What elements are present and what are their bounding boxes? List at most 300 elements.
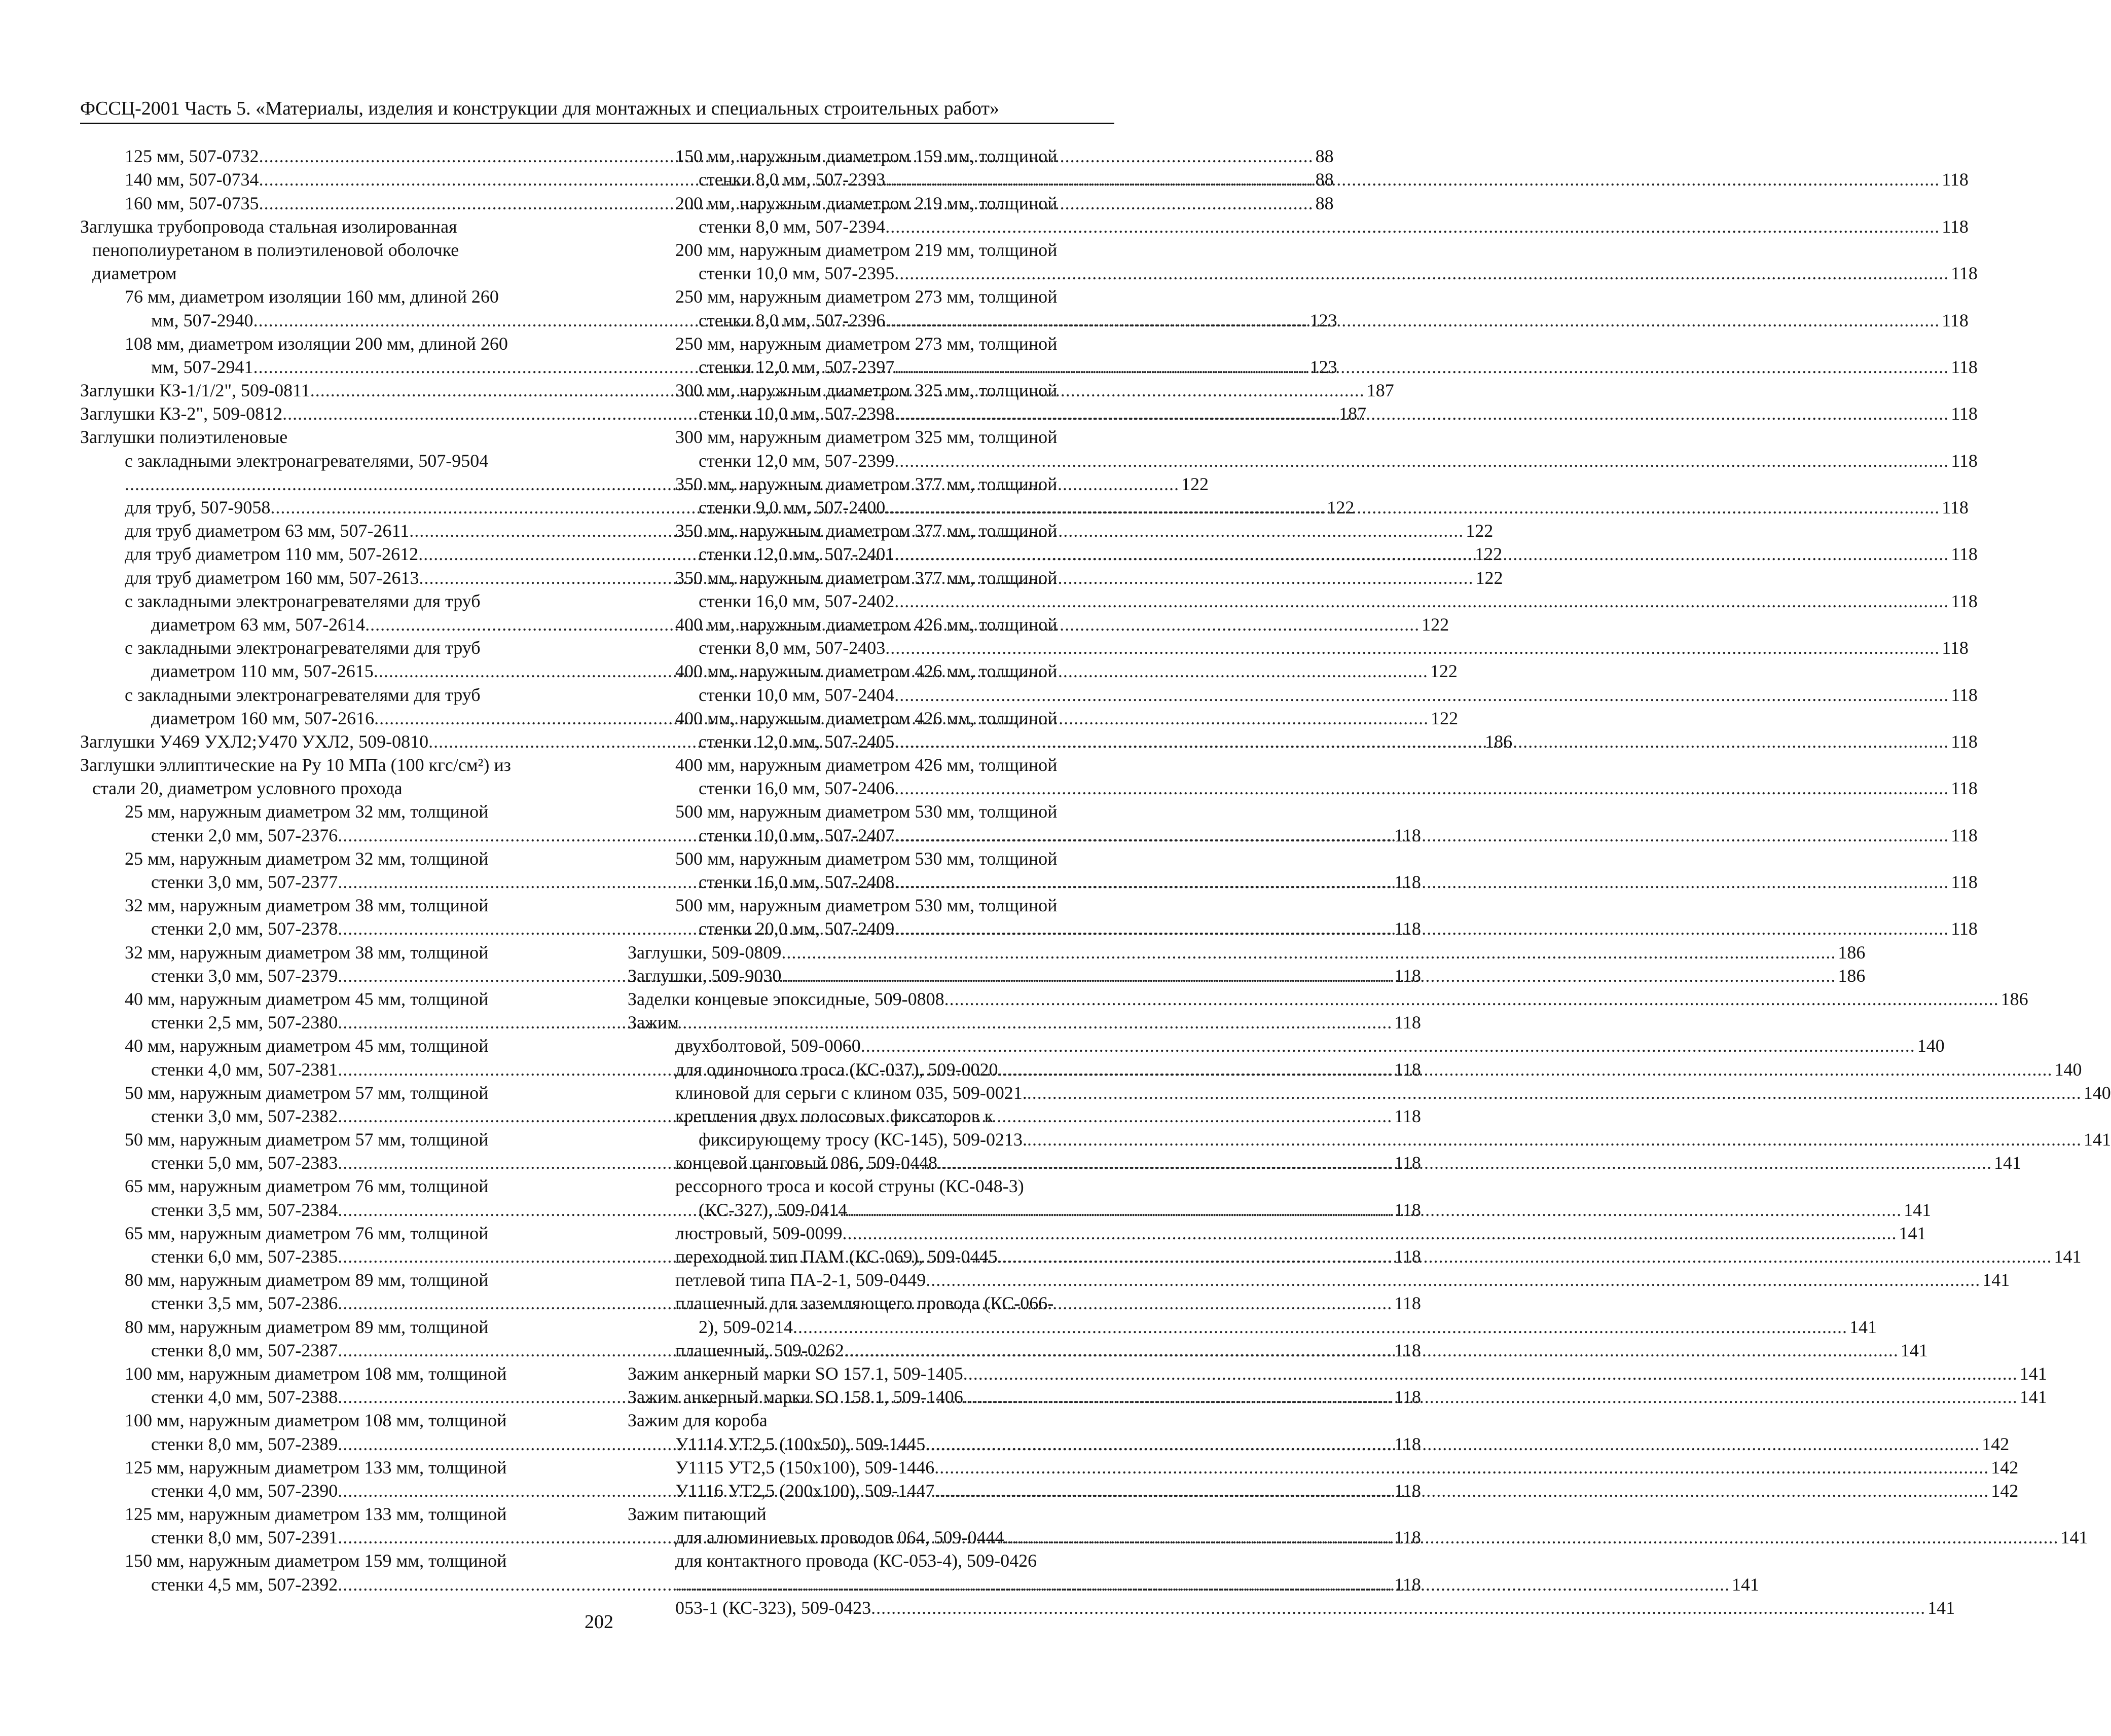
index-entry-page: 118	[1942, 310, 1969, 330]
index-entry	[628, 1409, 1094, 1432]
index-entry-text: 65 мм, наружным диаметром 76 мм, толщиной	[125, 1223, 489, 1243]
index-entry-page: 118	[1394, 872, 1421, 892]
index-entry-text: 40 мм, наружным диаметром 45 мм, толщиной	[125, 1036, 489, 1056]
index-entry-text: (КС-327), 509-0414	[699, 1199, 848, 1220]
index-entry-page: 118	[1951, 872, 1978, 892]
index-entry-text: стенки 3,5 мм, 507-2384	[151, 1199, 338, 1220]
index-entry-page: 122	[1466, 521, 1494, 541]
index-entry-text: стенки 3,5 мм, 507-2386	[151, 1293, 338, 1314]
index-entry-text: стенки 4,0 мм, 507-2381	[151, 1059, 338, 1080]
index-entry	[80, 1315, 557, 1338]
index-entry-text: 200 мм, наружным диаметром 219 мм, толщиной	[675, 239, 1058, 260]
index-entry-text: стенки 16,0 мм, 507-2402	[699, 590, 895, 611]
index-entry	[628, 636, 1969, 659]
dot-leader	[781, 941, 1836, 964]
dot-leader	[894, 870, 1949, 894]
index-entry-page: 141	[2054, 1246, 2082, 1267]
index-entry-page: 118	[1951, 825, 1978, 845]
dot-leader	[894, 449, 1949, 472]
index-entry-text: 160 мм, 507-0735	[125, 193, 259, 213]
index-entry-text: 140 мм, 507-0734	[125, 169, 259, 190]
index-entry-text: 053-1 (КС-323), 509-0423	[675, 1597, 871, 1618]
dot-leader	[844, 1339, 1899, 1362]
index-entry	[80, 753, 557, 777]
dot-leader	[894, 917, 1949, 940]
index-entry-text: стенки 2,0 мм, 507-2376	[151, 825, 338, 845]
index-entry	[628, 519, 1094, 542]
index-entry-text: 500 мм, наружным диаметром 530 мм, толщиной	[675, 848, 1058, 869]
index-entry-page: 118	[1394, 1433, 1421, 1454]
dot-leader	[963, 1362, 2018, 1385]
index-entry-text: 32 мм, наружным диаметром 38 мм, толщиной	[125, 895, 489, 916]
index-entry-text: 300 мм, наружным диаметром 325 мм, толщиной	[675, 380, 1058, 401]
index-entry	[628, 1291, 1094, 1315]
index-entry	[80, 1409, 557, 1432]
index-entry-page: 187	[1339, 403, 1367, 424]
index-entry-text: двухболтовой, 509-0060	[675, 1036, 861, 1056]
index-entry-text: стенки 8,0 мм, 507-2391	[151, 1527, 338, 1548]
index-entry-page: 88	[1315, 169, 1334, 190]
index-entry-text: рессорного троса и косой струны (КС-048-3)	[675, 1176, 1024, 1197]
index-entry	[628, 777, 1978, 800]
index-entry-page: 118	[1942, 169, 1969, 190]
index-entry-text: 350 мм, наружным диаметром 377 мм, толщиной	[675, 473, 1058, 494]
index-entry-page: 122	[1422, 614, 1449, 635]
index-entry	[628, 870, 1978, 894]
dot-leader	[885, 496, 1940, 519]
index-entry-text: мм, 507-2941	[151, 356, 253, 377]
index-entry-text: У1114 УТ2,5 (100х50), 509-1445	[675, 1433, 926, 1454]
index-entry-text: 150 мм, наружным диаметром 159 мм, толщиной	[125, 1550, 507, 1571]
index-entry-page: 186	[1485, 731, 1513, 752]
index-entry-page: 122	[1475, 544, 1503, 565]
index-entry-text: фиксирующему тросу (КС-145), 509-0213.	[699, 1129, 1027, 1150]
dot-leader	[847, 1198, 1902, 1222]
index-entry-text: У1115 УТ2,5 (150х100), 509-1446	[675, 1457, 935, 1478]
index-entry-text: 125 мм, 507-0732	[125, 146, 259, 167]
index-entry-text: 400 мм, наружным диаметром 426 мм, толщиной	[675, 755, 1058, 775]
index-entry-text: для контактного провода (КС-053-4), 509-0426	[675, 1550, 1037, 1571]
index-entry-text: Заглушки КЗ-2", 509-0812	[80, 403, 283, 424]
index-entry-page: 118	[1951, 684, 1978, 705]
index-entry	[80, 1174, 557, 1198]
dot-leader	[675, 1573, 1730, 1596]
index-entry	[80, 262, 557, 285]
index-entry	[628, 262, 1978, 285]
dot-leader	[934, 1456, 1989, 1479]
index-entry-page: 118	[1394, 1293, 1421, 1314]
index-entry-page: 118	[1394, 1246, 1421, 1267]
index-entry-text: для труб, 507-9058	[125, 497, 271, 518]
index-entry-text: Заглушки полиэтиленовые	[80, 427, 288, 448]
index-entry-page: 142	[1982, 1433, 2010, 1454]
index-entry	[628, 1128, 2111, 1151]
index-entry-page: 186	[2000, 988, 2028, 1009]
index-entry	[80, 332, 557, 355]
index-entry-text: стенки 4,0 мм, 507-2390	[151, 1480, 338, 1501]
dot-leader	[1004, 1526, 2059, 1549]
index-entry	[628, 285, 1094, 308]
index-entry-page: 141	[2019, 1387, 2047, 1408]
index-entry	[80, 800, 557, 823]
index-entry-page: 122	[1327, 497, 1355, 518]
index-entry-text: стенки 8,0 мм, 507-2394	[699, 216, 886, 237]
index-entry	[80, 683, 557, 706]
dot-leader	[998, 1058, 2053, 1081]
index-entry-page: 140	[2054, 1059, 2082, 1080]
index-entry-page: 118	[1394, 1199, 1421, 1220]
index-entry	[628, 379, 1094, 402]
index-entry-text: стенки 12,0 мм, 507-2401	[699, 544, 895, 565]
index-entry-page: 118	[1394, 1340, 1421, 1360]
index-entry	[628, 683, 1978, 706]
index-entry-text: плашечный, 509-0262	[675, 1340, 844, 1360]
index-entry-page: 123	[1309, 356, 1337, 377]
index-entry	[628, 613, 1094, 636]
index-entry-text: диаметром 160 мм, 507-2616	[151, 708, 375, 728]
index-entry-text: Зажим для короба	[628, 1410, 768, 1431]
index-entry-page: 118	[1394, 965, 1421, 986]
index-entry-page: 118	[1951, 403, 1978, 424]
index-entry	[628, 1502, 1094, 1526]
index-entry-page: 118	[1942, 638, 1969, 658]
index-entry	[80, 1268, 557, 1291]
index-entry-page: 187	[1366, 380, 1394, 401]
index-entry-text: 300 мм, наружным диаметром 325 мм, толщиной	[675, 427, 1058, 448]
index-entry	[628, 753, 1094, 777]
index-entry	[628, 894, 1094, 917]
index-entry-text: 40 мм, наружным диаметром 45 мм, толщиной	[125, 988, 489, 1009]
index-entry-text: стенки 12,0 мм, 507-2397	[699, 356, 895, 377]
index-entry-text: стенки 10,0 мм, 507-2404	[699, 684, 895, 705]
index-entry-text: 125 мм, наружным диаметром 133 мм, толщиной	[125, 1504, 507, 1525]
index-entry-page: 142	[1991, 1457, 2019, 1478]
index-entry-page: 88	[1315, 146, 1334, 167]
index-entry-page: 118	[1951, 450, 1978, 471]
index-entry-text: 80 мм, наружным диаметром 89 мм, толщиной	[125, 1270, 489, 1290]
index-entry-text: с закладными электронагревателями, 507-9504	[125, 450, 489, 471]
index-entry-text: Заделки концевые эпоксидные, 509-0808	[628, 988, 944, 1009]
index-entry-text: крепления двух полосовых фиксаторов к	[675, 1105, 994, 1126]
index-entry-page: 141	[1899, 1223, 1926, 1243]
index-entry-page: 140	[2083, 1082, 2111, 1103]
dot-leader	[894, 777, 1949, 800]
index-entry-page: 186	[1838, 942, 1866, 963]
dot-leader	[894, 355, 1949, 379]
index-entry-page: 118	[1394, 1527, 1421, 1548]
index-entry	[80, 894, 557, 917]
index-entry-page: 118	[1942, 497, 1969, 518]
index-entry	[80, 1128, 557, 1151]
index-entry-text: 100 мм, наружным диаметром 108 мм, толщиной	[125, 1410, 507, 1431]
index-entry-page: 118	[1951, 731, 1978, 752]
index-entry-text: 32 мм, наружным диаметром 38 мм, толщиной	[125, 942, 489, 963]
index-entry	[80, 1362, 557, 1385]
index-entry	[628, 1362, 2047, 1385]
index-entry-text: с закладными электронагревателями для труб	[125, 684, 481, 705]
index-entry-text: для труб диаметром 110 мм, 507-2612	[125, 544, 419, 565]
dot-leader	[926, 1268, 1980, 1291]
index-entry-text: 150 мм, наружным диаметром 159 мм, толщиной	[675, 146, 1058, 167]
index-entry	[628, 566, 1094, 589]
index-entry-text: Зажим питающий	[628, 1504, 767, 1525]
index-entry-page: 141	[1900, 1340, 1928, 1360]
index-entry	[628, 1222, 1926, 1245]
index-entry-text: 500 мм, наружным диаметром 530 мм, толщиной	[675, 895, 1058, 916]
index-entry-text: стенки 8,0 мм, 507-2403	[699, 638, 886, 658]
index-entry	[628, 1104, 1094, 1128]
index-entry-text: стенки 6,0 мм, 507-2385	[151, 1246, 338, 1267]
index-entry	[628, 191, 1094, 214]
dot-leader	[885, 309, 1940, 332]
dot-leader	[894, 262, 1949, 285]
index-entry-page: 118	[1394, 1153, 1421, 1173]
index-entry-page: 118	[1394, 918, 1421, 939]
index-entry	[80, 1572, 1421, 1596]
index-entry-page: 122	[1430, 661, 1458, 682]
index-entry-text: стенки 16,0 мм, 507-2408	[699, 872, 895, 892]
index-entry-text: стенки 12,0 мм, 507-2399	[699, 450, 895, 471]
index-entry-text: диаметром	[92, 263, 177, 284]
dot-leader	[937, 1151, 1992, 1174]
dot-leader	[894, 730, 1949, 753]
dot-leader	[842, 1222, 1897, 1245]
index-entry	[628, 1456, 2019, 1479]
dot-leader	[894, 683, 1949, 707]
index-entry	[80, 1081, 557, 1104]
index-entry-text: 65 мм, наружным диаметром 76 мм, толщиной	[125, 1176, 489, 1197]
index-entry-text: 350 мм, наружным диаметром 377 мм, толщиной	[675, 521, 1058, 541]
dot-leader	[885, 636, 1940, 659]
index-entry-text: стенки 10,0 мм, 507-2395	[699, 263, 895, 284]
index-entry-text: для одиночного троса (КС-037), 509-0020	[675, 1059, 998, 1080]
index-entry-page: 141	[1994, 1153, 2022, 1173]
index-entry	[628, 987, 2028, 1011]
index-entry-text: Заглушки, 509-9030	[628, 965, 782, 986]
index-entry-page: 141	[1849, 1316, 1877, 1337]
index-entry-text: У1116 УТ2,5 (200х100), 509-1447	[675, 1480, 935, 1501]
index-entry	[628, 659, 1094, 683]
index-entry-text: 80 мм, наружным диаметром 89 мм, толщиной	[125, 1316, 489, 1337]
index-entry-page: 118	[1951, 778, 1978, 799]
index-entry-page: 118	[1951, 356, 1978, 377]
index-entry-text: стенки 8,0 мм, 507-2396	[699, 310, 886, 330]
index-entry-text: стенки 8,0 мм, 507-2389	[151, 1433, 338, 1454]
index-entry	[628, 472, 1094, 496]
index-entry-text: стенки 10,0 мм, 507-2407	[699, 825, 895, 845]
index-entry-page: 141	[1904, 1199, 1932, 1220]
index-entry-text: 250 мм, наружным диаметром 273 мм, толщиной	[675, 333, 1058, 354]
index-entry	[628, 449, 1978, 472]
index-entry-text: стенки 16,0 мм, 507-2406	[699, 778, 895, 799]
index-entry-page: 141	[1982, 1270, 2010, 1290]
index-entry-text: стенки 9,0 мм, 507-2400	[699, 497, 886, 518]
index-entry-page: 122	[1475, 567, 1503, 588]
index-entry-text: плашечный для заземляющего провода (КС-066-	[675, 1293, 1054, 1314]
dot-leader	[1027, 1081, 2082, 1104]
index-entry-page: 141	[1732, 1574, 1759, 1595]
index-entry-page: 141	[1927, 1597, 1955, 1618]
dot-leader	[925, 1432, 1980, 1456]
index-entry-page: 118	[1394, 1012, 1421, 1033]
index-entry-text: концевой цанговый 086, 509-0448	[675, 1153, 938, 1173]
index-entry	[80, 1549, 557, 1572]
index-entry-text: стенки 2,0 мм, 507-2378	[151, 918, 338, 939]
dot-leader	[1027, 1128, 2082, 1151]
index-entry-page: 118	[1394, 1480, 1421, 1501]
index-entry-page: 118	[1394, 1574, 1421, 1595]
index-entry-page: 141	[2019, 1363, 2047, 1384]
index-entry-page: 140	[1917, 1036, 1945, 1056]
index-entry-text: стенки 8,0 мм, 507-2387	[151, 1340, 338, 1360]
index-entry-page: 118	[1394, 1059, 1421, 1080]
index-entry-page: 122	[1181, 473, 1209, 494]
index-entry-text: переходной тип ПАМ (КС-069), 509-0445	[675, 1246, 998, 1267]
index-entry-text: Заглушка трубопровода стальная изолированная	[80, 216, 457, 237]
index-entry-page: 118	[1394, 1387, 1421, 1408]
index-entry-page: 118	[1951, 590, 1978, 611]
dot-leader	[894, 542, 1949, 566]
index-entry-text: Зажим анкерный марки SO 157.1, 509-1405	[628, 1363, 963, 1384]
dot-leader	[894, 402, 1949, 425]
index-entry-text: Зажим	[628, 1012, 679, 1033]
index-entry-text: стенки 8,0 мм, 507-2393	[699, 169, 886, 190]
index-entry-page: 88	[1315, 193, 1334, 213]
index-entry-page: 142	[1991, 1480, 2019, 1501]
index-entry-text: стенки 3,0 мм, 507-2382	[151, 1105, 338, 1126]
index-entry-text: 400 мм, наружным диаметром 426 мм, толщиной	[675, 614, 1058, 635]
index-entry	[628, 707, 1094, 730]
dot-leader	[885, 168, 1940, 191]
index-entry-text: стали 20, диаметром условного прохода	[92, 778, 403, 799]
page-number: 202	[585, 1611, 613, 1633]
index-entry-text: Зажим анкерный марки SO 158.1, 509-1406	[628, 1387, 963, 1408]
index-entry	[80, 1222, 557, 1245]
index-entry-page: 118	[1942, 216, 1969, 237]
index-entry-text: стенки 3,0 мм, 507-2377	[151, 872, 338, 892]
page-header: ФССЦ-2001 Часть 5. «Материалы, изделия и конструкции для монтажных и специальных строительных работ»	[80, 95, 1114, 124]
index-entry	[80, 1502, 557, 1526]
index-entry-text: 76 мм, диаметром изоляции 160 мм, длиной 260	[125, 286, 499, 307]
index-entry	[628, 800, 1094, 823]
index-entry-text: диаметром 110 мм, 507-2615	[151, 661, 374, 682]
index-entry	[628, 823, 1978, 846]
index-entry-text: 400 мм, наружным диаметром 426 мм, толщиной	[675, 661, 1058, 682]
index-entry-text: 200 мм, наружным диаметром 219 мм, толщиной	[675, 193, 1058, 213]
index-entry	[80, 449, 557, 472]
index-entry-page: 186	[1838, 965, 1866, 986]
index-entry-text: Заглушки эллиптические на Ру 10 МПа (100 кгс/см²) из	[80, 755, 511, 775]
index-entry-text: Заглушки У469 УХЛ2;У470 УХЛ2, 509-0810	[80, 731, 429, 752]
index-entry-text: 25 мм, наружным диаметром 32 мм, толщиной	[125, 801, 489, 822]
index-entry	[628, 847, 1094, 870]
dot-leader	[885, 215, 1940, 238]
index-entry-text: 250 мм, наружным диаметром 273 мм, толщиной	[675, 286, 1058, 307]
index-entry-text: стенки 3,0 мм, 507-2379	[151, 965, 338, 986]
index-entry-text: Заглушки, 509-0809	[628, 942, 782, 963]
index-entry-text: 400 мм, наружным диаметром 426 мм, толщиной	[675, 708, 1058, 728]
index-entry-text: стенки 2,5 мм, 507-2380	[151, 1012, 338, 1033]
dot-leader	[894, 589, 1949, 613]
index-entry-page: 118	[1394, 825, 1421, 845]
index-entry-page: 123	[1309, 310, 1337, 330]
index-entry	[80, 1034, 557, 1057]
index-entry-text: 100 мм, наружным диаметром 108 мм, толщиной	[125, 1363, 507, 1384]
index-entry	[628, 1268, 2010, 1291]
index-entry	[628, 1174, 1094, 1198]
index-entry-page: 122	[1431, 708, 1459, 728]
dot-leader	[963, 1385, 2018, 1409]
dot-leader	[894, 824, 1949, 847]
index-entry	[628, 917, 1978, 940]
index-entry-page: 118	[1951, 918, 1978, 939]
index-entry-text: для алюминиевых проводов 064, 509-0444	[675, 1527, 1004, 1548]
index-entry-text: клиновой для серьги с клином 035, 509-0021.	[675, 1082, 1027, 1103]
index-entry	[628, 589, 1978, 613]
index-entry	[80, 238, 557, 262]
index-entry	[80, 636, 557, 659]
index-entry-text: 350 мм, наружным диаметром 377 мм, толщиной	[675, 567, 1058, 588]
index-entry-page: 141	[2060, 1527, 2088, 1548]
index-entry-text: стенки 5,0 мм, 507-2383	[151, 1153, 338, 1173]
index-entry	[80, 940, 557, 964]
index-entry-page: 141	[2083, 1129, 2111, 1150]
index-entry-text: стенки 20,0 мм, 507-2409	[699, 918, 895, 939]
index-entry	[628, 940, 1866, 964]
dot-leader	[793, 1315, 1847, 1339]
index-entry-page: 118	[1394, 1105, 1421, 1126]
index-entry-text: стенки 12,0 мм, 507-2405	[699, 731, 895, 752]
index-entry-text: пенополиуретаном в полиэтиленовой оболочке	[92, 239, 459, 260]
dot-leader	[861, 1034, 1915, 1057]
index-entry	[628, 332, 1094, 355]
index-entry	[628, 425, 1094, 449]
index-entry-text: с закладными электронагревателями для труб	[125, 590, 481, 611]
index-entry-text: стенки 4,5 мм, 507-2392	[151, 1574, 338, 1595]
index-entry-text: Заглушки КЗ-1/1/2", 509-0811	[80, 380, 310, 401]
index-entry-text: 2), 509-0214	[699, 1316, 793, 1337]
index-entry	[628, 144, 1094, 168]
index-entry-text: 108 мм, диаметром изоляции 200 мм, длиной 260	[125, 333, 508, 354]
index-entry	[80, 589, 557, 613]
dot-leader	[998, 1245, 2052, 1268]
index-entry	[80, 987, 557, 1011]
index-entry-text: 25 мм, наружным диаметром 32 мм, толщиной	[125, 848, 489, 869]
index-entry	[80, 285, 557, 308]
index-entry	[628, 215, 1969, 238]
index-entry	[628, 1011, 1094, 1034]
index-entry-text: для труб диаметром 160 мм, 507-2613	[125, 567, 419, 588]
index-entry-text: 50 мм, наружным диаметром 57 мм, толщиной	[125, 1082, 489, 1103]
index-entry-text: диаметром 63 мм, 507-2614	[151, 614, 366, 635]
index-entry	[628, 1034, 1945, 1057]
index-entry-text: с закладными электронагревателями для труб	[125, 638, 481, 658]
index-entry-text: петлевой типа ПА-2-1, 509-0449	[675, 1270, 926, 1290]
dot-leader	[934, 1479, 1989, 1502]
index-entry	[628, 1549, 1094, 1572]
index-entry-text: стенки 4,0 мм, 507-2388	[151, 1387, 338, 1408]
index-entry	[628, 1081, 2111, 1104]
index-entry-text: 500 мм, наружным диаметром 530 мм, толщиной	[675, 801, 1058, 822]
index-entry	[80, 777, 557, 800]
index-entry-text: для труб диаметром 63 мм, 507-2611	[125, 521, 410, 541]
index-entry-text: 125 мм, наружным диаметром 133 мм, толщиной	[125, 1457, 507, 1478]
index-entry-text: стенки 10,0 мм, 507-2398	[699, 403, 895, 424]
index-entry-text: люстровый, 509-0099	[675, 1223, 843, 1243]
index-entry-text: 50 мм, наружным диаметром 57 мм, толщиной	[125, 1129, 489, 1150]
dot-leader	[781, 964, 1836, 987]
index-entry-page: 118	[1951, 544, 1978, 565]
